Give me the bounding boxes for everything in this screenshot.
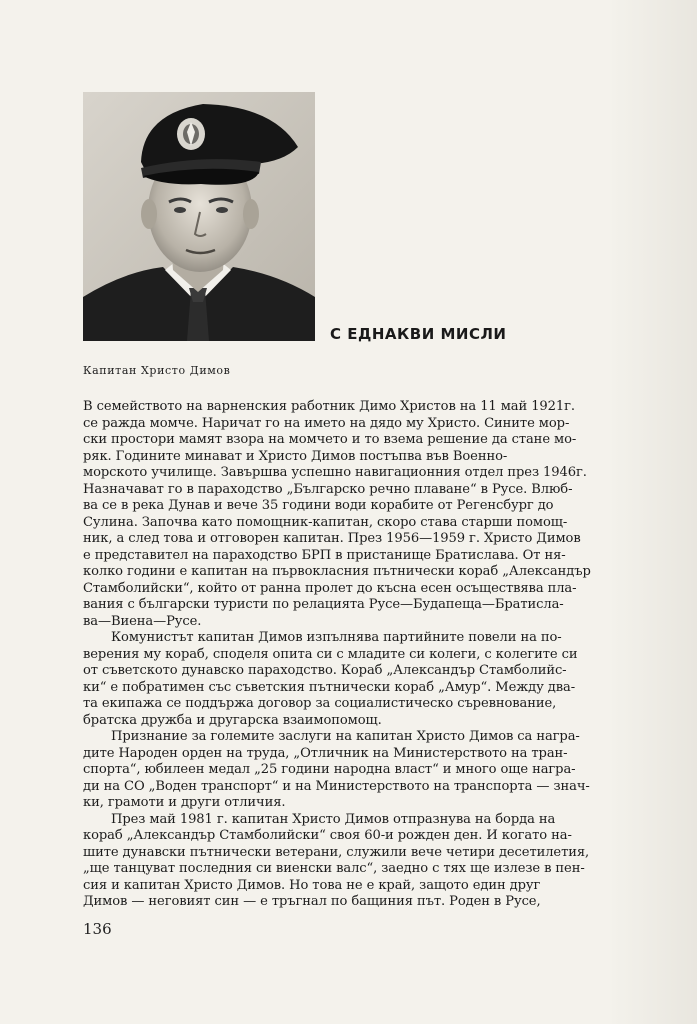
text-line: Димов — неговият син — е тръгнал по бащиния път. Роден в Русе,	[83, 894, 541, 909]
paragraph-first-line: През май 1981 г. капитан Христо Димов отпразнува на борда на	[111, 811, 556, 827]
text-line: В семейството на варненския работник Димо Христов на 11 май 1921г.	[83, 399, 575, 414]
text-line: ди на СО „Воден транспорт“ и на Министерството на транспорта — знач-	[83, 778, 590, 794]
text-line: от съветското дунавско параходство. Кораб „Александър Стамболийс-	[83, 663, 567, 678]
text-line: ски простори мамят взора на момчето и то взема решение да стане мо-	[83, 432, 577, 447]
article-body	[83, 399, 689, 911]
text-line: ки“ е побратимен със съветския пътнически кораб „Амур“. Между два-	[83, 679, 576, 695]
text-line: морското училище. Завършва успешно навигационния отдел през 1946г.	[83, 465, 587, 480]
text-line: ва се в река Дунав и вече 35 години води корабите от Регенсбург до	[83, 498, 554, 513]
text-line: кораб „Александър Стамболийски“ своя 60-и рожден ден. И когато на-	[83, 828, 572, 843]
text-line: спорта“, юбилеен медал „25 години народна власт“ и много още награ-	[83, 762, 576, 777]
text-line: се ражда момче. Наричат го на името на дядо му Христо. Сините мор-	[83, 415, 570, 431]
text-line: ряк. Годините минават и Христо Димов постъпва във Военно-	[83, 448, 508, 464]
text-line: ва—Виена—Русе.	[83, 613, 202, 629]
text-line: та екипажа се поддържа договор за социалистическо съревнование,	[83, 696, 557, 711]
page-number: 136	[83, 920, 112, 938]
text-line: ки, грамоти и други отличия.	[83, 795, 286, 810]
text-line: колко години е капитан на първокласния пътнически кораб „Александър	[83, 564, 591, 579]
text-line: братска дружба и другарска взаимопомощ.	[83, 712, 382, 728]
paragraph-first-line: Комунистът капитан Димов изпълнява партийните повели на по-	[111, 630, 562, 645]
text-line: вания с български туристи по релацията Русе—Будапеща—Братисла-	[83, 597, 564, 612]
text-line: Назначават го в параходство „Българско речно плаване“ в Русе. Влюб-	[83, 481, 573, 497]
text-line: ник, а след това и отговорен капитан. През 1956—1959 г. Христо Димов	[83, 531, 581, 546]
article-heading: С ЕДНАКВИ МИСЛИ	[330, 325, 507, 343]
text-line: сия и капитан Христо Димов. Но това не е край, защото един друг	[83, 877, 541, 893]
photo-caption: Капитан Христо Димов	[83, 364, 231, 377]
captain-portrait-photo	[83, 92, 315, 341]
paragraph-first-line: Признание за големите заслуги на капитан Христо Димов са награ-	[111, 729, 580, 744]
text-line: дите Народен орден на труда, „Отличник на Министерството на тран-	[83, 745, 568, 761]
text-line: „ще танцуват последния си виенски валс“, заедно с тях ще излезе в пен-	[83, 861, 585, 876]
text-line: е представител на параходство БРП в пристанище Братислава. От ня-	[83, 547, 566, 563]
text-line: Сулина. Започва като помощник-капитан, скоро става старши помощ-	[83, 514, 568, 530]
text-line: шите дунавски пътнически ветерани, служили вече четири десетилетия,	[83, 844, 590, 860]
text-line: верения му кораб, споделя опита си с младите си колеги, с колегите си	[83, 646, 578, 662]
text-line: Стамболийски“, който от ранна пролет до късна есен осъществява пла-	[83, 580, 577, 596]
